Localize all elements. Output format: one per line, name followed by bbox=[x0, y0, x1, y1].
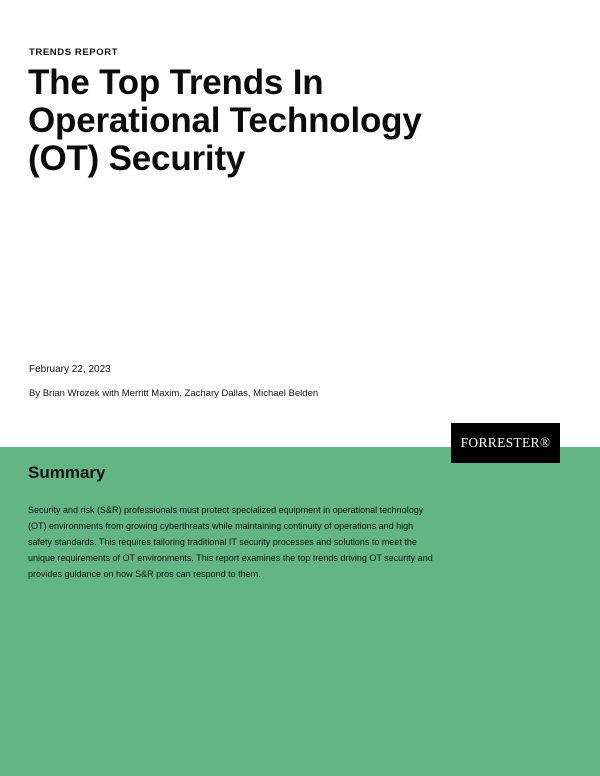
title-line: The Top Trends In bbox=[28, 63, 324, 102]
logo-wordmark: FORRESTER® bbox=[460, 435, 551, 450]
title-line: Operational Technology bbox=[28, 101, 422, 140]
publication-date: February 22, 2023 bbox=[29, 364, 111, 375]
summary-panel bbox=[0, 447, 600, 776]
report-type-label: TRENDS REPORT bbox=[29, 47, 119, 58]
forrester-logo bbox=[451, 423, 560, 463]
author-byline: By Brian Wrozek with Merritt Maxim, Zachary Dallas, Michael Belden bbox=[29, 388, 319, 399]
title-line: (OT) Security bbox=[28, 139, 246, 178]
report-title bbox=[28, 64, 548, 178]
summary-body: Security and risk (S&R) professionals must protect specialized equipment in operational technology (OT) environments from growing cyberthreats while maintaining continuity of operations and high safety standards. This requires tailoring traditional IT security processes and solutions to meet the unique requirements of OT environments. This report examines the top trends driving OT security and provides guidance on how S&R pros can respond to them. bbox=[28, 505, 433, 579]
summary-heading: Summary bbox=[28, 463, 106, 482]
